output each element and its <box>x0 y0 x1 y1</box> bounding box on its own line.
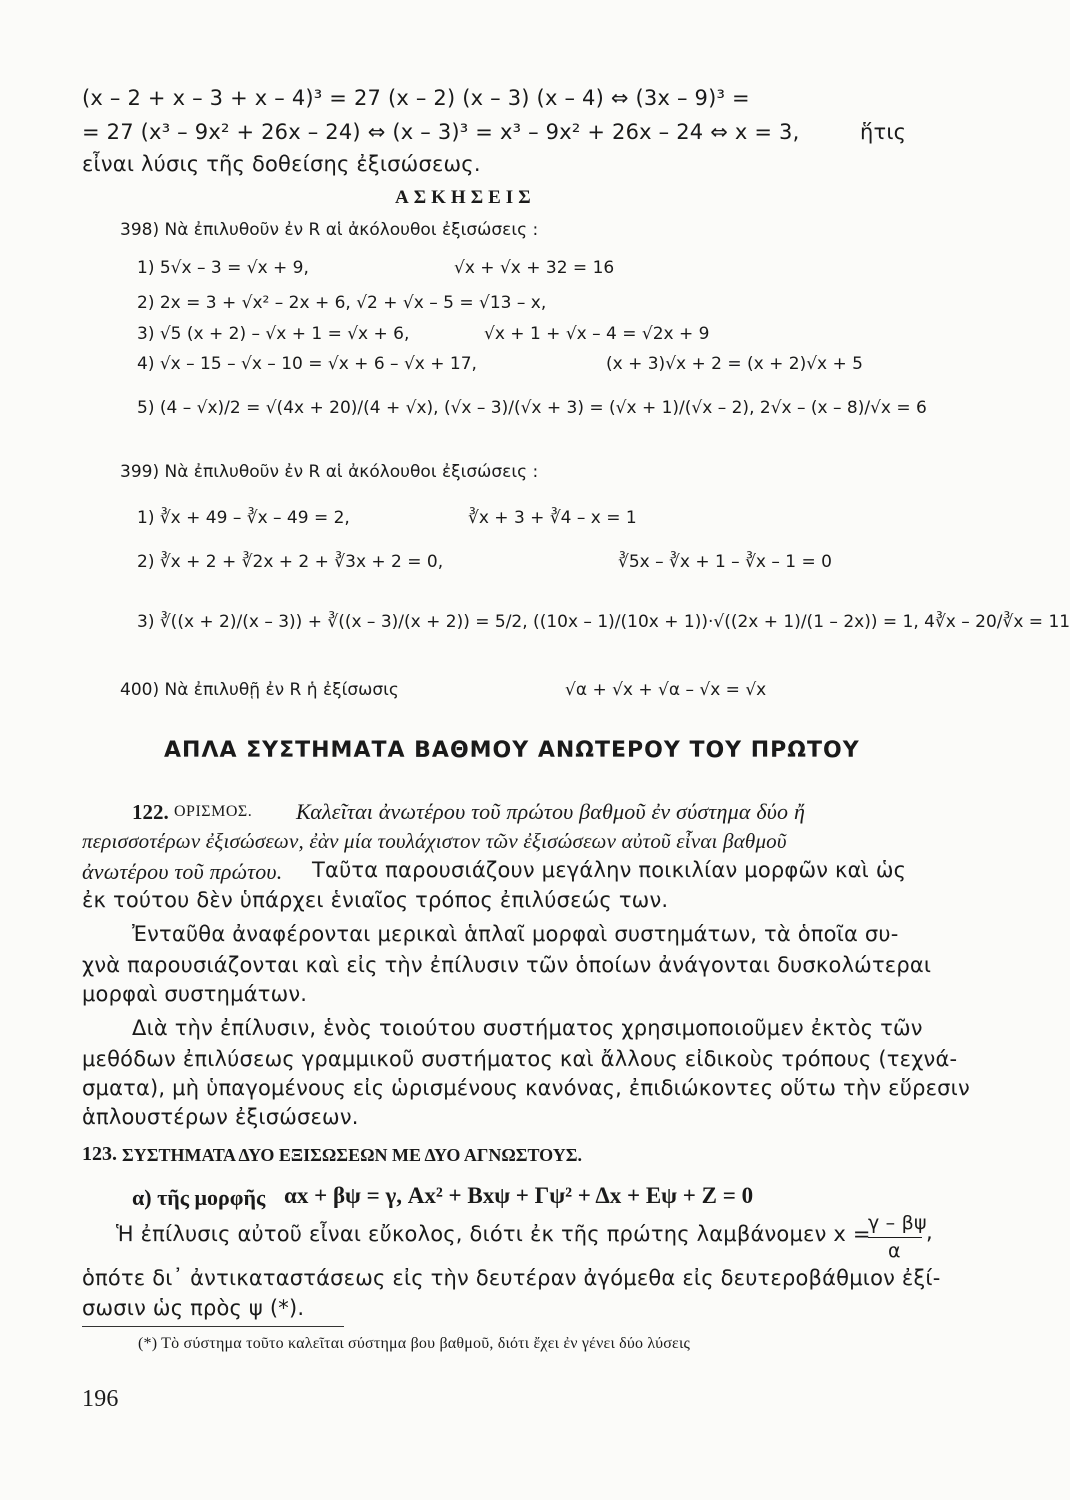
intro-line-2-tail: ἥτις <box>860 120 907 144</box>
s122-line-1: Καλεῖται ἀνωτέρου τοῦ πρώτου βαθμοῦ ἐν σύστημα δύο ἤ <box>296 799 806 824</box>
section-title: ΑΠΛΑ ΣΥΣΤΗΜΑΤΑ ΒΑΘΜΟΥ ΑΝΩΤΕΡΟΥ ΤΟΥ ΠΡΩΤΟΥ <box>164 738 860 763</box>
ex398-row3a: 3) √5 (x + 2) – √x + 1 = √x + 6, <box>137 324 410 344</box>
ex399-row1b: ∛x + 3 + ∛4 – x = 1 <box>468 508 637 528</box>
s122-line-2: περισσοτέρων ἐξισώσεων, ἐὰν μία τουλάχιστον τῶν ἐξισώσεων αὐτοῦ εἶναι βαθμοῦ <box>82 829 787 853</box>
s122-p2-line-1: Ἐνταῦθα ἀναφέρονται μερικαὶ ἁπλαῖ μορφαὶ συστημάτων, τὰ ὁποῖα συ- <box>132 922 899 946</box>
s122-p2-line-2: χνὰ παρουσιάζονται καὶ εἰς τὴν ἐπίλυσιν τῶν ὁποίων ἀνάγονται δυσκολώτεραι <box>82 953 932 977</box>
ex398-row2: 2) 2x = 3 + √x² – 2x + 6, √2 + √x – 5 = √13 – x, <box>137 293 547 313</box>
s123-line-1: Ἡ ἐπίλυσις αὐτοῦ εἶναι εὔκολος, διότι ἐκ τῆς πρώτης λαμβάνομεν x = <box>116 1222 871 1246</box>
s123-number: 123. <box>82 1143 117 1165</box>
ex399-row2a: 2) ∛x + 2 + ∛2x + 2 + ∛3x + 2 = 0, <box>137 552 444 572</box>
ex398-row3b: √x + 1 + √x – 4 = √2x + 9 <box>484 324 710 344</box>
s122-label: ΟΡΙΣΜΟΣ. <box>174 803 253 820</box>
s123-subsection-label: α) τῆς μορφῆς <box>132 1185 266 1210</box>
ex398-row1b: √x + √x + 32 = 16 <box>454 258 615 278</box>
s122-p3-line-1: Διὰ τὴν ἐπίλυσιν, ἑνὸς τοιούτου συστήματος χρησιμοποιοῦμεν ἐκτὸς τῶν <box>132 1016 923 1040</box>
s123-title: ΣΥΣΤΗΜΑΤΑ ΔΥΟ ΕΞΙΣΩΣΕΩΝ ΜΕ ΔΥΟ ΑΓΝΩΣΤΟΥΣ. <box>122 1145 582 1165</box>
ex398-prompt: 398) Νὰ ἐπιλυθοῦν ἐν R αἱ ἀκόλουθοι ἐξισώσεις : <box>120 220 539 240</box>
s123-fraction-numerator: γ – βψ <box>868 1212 927 1234</box>
ex399-row3: 3) ∛((x + 2)/(x – 3)) + ∛((x – 3)/(x + 2)) = 5/2, ((10x – 1)/(10x + 1))·√((2x + 1)/(1 – 2x)) = 1, 4∛x – 20/∛x = 11 <box>137 612 1070 632</box>
ex400-prompt: 400) Νὰ ἐπιλυθῇ ἐν R ἡ ἐξίσωσις <box>120 680 399 700</box>
ex399-row2b: ∛5x – ∛x + 1 – ∛x – 1 = 0 <box>618 552 832 572</box>
intro-line-1: (x – 2 + x – 3 + x – 4)³ = 27 (x – 2) (x – 3) (x – 4) ⇔ (3x – 9)³ = <box>82 86 750 110</box>
footnote: (*) Τὸ σύστημα τοῦτο καλεῖται σύστημα βου βαθμοῦ, διότι ἔχει ἐν γένει δύο λύσεις <box>138 1335 690 1352</box>
exercises-title: ΑΣΚΗΣΕΙΣ <box>395 187 536 208</box>
ex398-row4b: (x + 3)√x + 2 = (x + 2)√x + 5 <box>606 354 863 374</box>
ex398-row5: 5) (4 – √x)/2 = √(4x + 20)/(4 + √x), (√x – 3)/(√x + 3) = (√x + 1)/(√x – 2), 2√x – (x – 8)/√x = 6 <box>137 398 927 418</box>
s122-line-3b: Ταῦτα παρουσιάζουν μεγάλην ποικιλίαν μορφῶν καὶ ὡς <box>312 858 907 882</box>
s122-p3-line-2: μεθόδων ἐπιλύσεως γραμμικοῦ συστήματος καὶ ἄλλους εἰδικοὺς τρόπους (τεχνά- <box>82 1047 958 1071</box>
s122-p2-line-3: μορφαὶ συστημάτων. <box>82 982 308 1006</box>
s122-p3-line-4: ἁπλουστέρων ἐξισώσεων. <box>82 1105 359 1129</box>
intro-line-3: εἶναι λύσις τῆς δοθείσης ἐξισώσεως. <box>82 152 481 176</box>
s123-line-2: ὁπότε δι᾽ ἀντικαταστάσεως εἰς τὴν δευτέραν ἀγόμεθα εἰς δευτεροβάθμιον ἐξί- <box>82 1266 941 1290</box>
s123-fraction-tail: , <box>926 1220 933 1244</box>
s122-number: 122. <box>132 800 169 824</box>
s123-subsection-equation: αx + βψ = γ, Ax² + Bxψ + Γψ² + Δx + Eψ + Z = 0 <box>284 1183 754 1208</box>
ex398-row1a: 1) 5√x – 3 = √x + 9, <box>137 258 309 278</box>
intro-line-2: = 27 (x³ – 9x² + 26x – 24) ⇔ (x – 3)³ = x³ – 9x² + 26x – 24 ⇔ x = 3, <box>82 120 800 144</box>
s122-line-4: ἐκ τούτου δὲν ὑπάρχει ἑνιαῖος τρόπος ἐπιλύσεώς των. <box>82 888 669 912</box>
ex399-row1a: 1) ∛x + 49 – ∛x – 49 = 2, <box>137 508 350 528</box>
ex398-row4a: 4) √x – 15 – √x – 10 = √x + 6 – √x + 17, <box>137 354 477 374</box>
s122-line-3a: ἀνωτέρου τοῦ πρώτου. <box>82 859 283 884</box>
s123-fraction-denominator: α <box>888 1240 901 1262</box>
ex400-equation: √α + √x + √α – √x = √x <box>565 680 767 700</box>
s122-p3-line-3: σματα), μὴ ὑπαγομένους εἰς ὡρισμένους κανόνας, ἐπιδιώκοντες οὕτω τὴν εὕρεσιν <box>82 1076 970 1100</box>
footnote-separator <box>82 1326 344 1327</box>
page-number: 196 <box>82 1386 119 1412</box>
ex399-prompt: 399) Νὰ ἐπιλυθοῦν ἐν R αἱ ἀκόλουθοι ἐξισώσεις : <box>120 462 539 482</box>
s123-line-3: σωσιν ὡς πρὸς ψ (*). <box>82 1296 305 1320</box>
s123-fraction-bar <box>868 1237 922 1238</box>
